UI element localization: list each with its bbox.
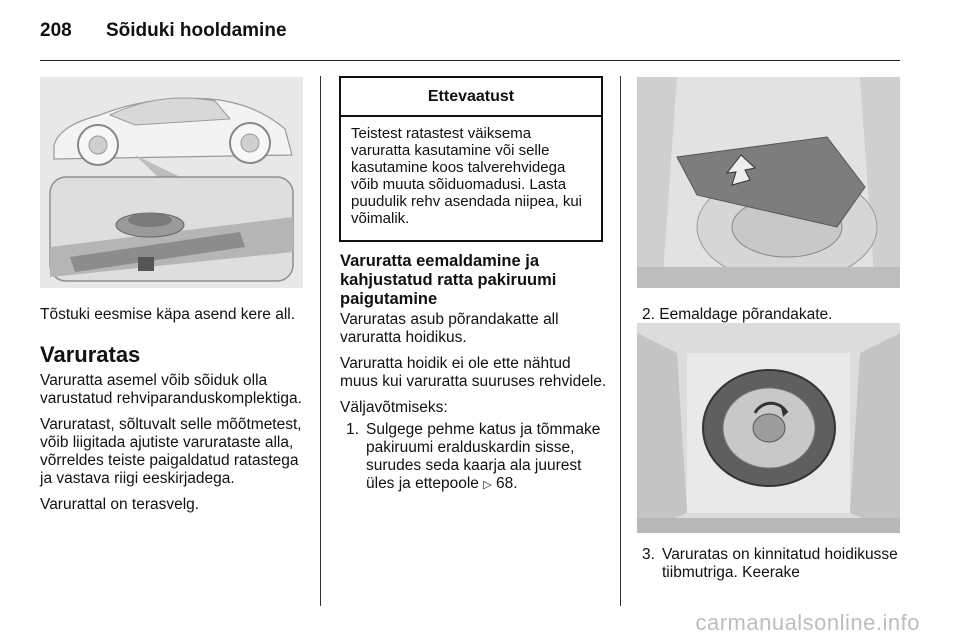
figure-trunk-floor-cover [637, 77, 900, 288]
page-ref-icon[interactable]: ▷ [483, 479, 492, 491]
paragraph: Varuratast, sõltuvalt selle mõõtmetest, võib liigitada ajutiste varurataste alla, võrreldes teiste paigaldatud ratastega ja vastava riigi eeskirjadega. [40, 416, 302, 487]
figure-caption: Tõstuki eesmise käpa asend kere all. [40, 306, 296, 323]
column-divider-left [320, 76, 321, 606]
steps-list [340, 421, 610, 494]
step-number: 2. [642, 306, 655, 323]
caution-box [339, 76, 603, 242]
column-left [40, 306, 310, 522]
figure-spare-wheel [637, 323, 900, 533]
page-ref-number[interactable]: 68. [495, 475, 518, 492]
watermark: carmanualsonline.info [695, 610, 920, 635]
step-text: Sulgege pehme katus ja tõmmake pakiruumi eralduskardin sisse, surudes seda kaarja ala juurest üles ja ettepoole [366, 421, 601, 492]
paragraph: Varuratas asub põrandakatte all varuratta hoidikus. [340, 311, 559, 346]
subheading: Varuratta eemaldamine ja kahjustatud ratta pakiruumi paigutamine [340, 252, 557, 308]
step-2 [642, 306, 902, 324]
list-item [346, 421, 610, 494]
spare-wheel-illustration [637, 323, 900, 533]
caution-text: Teistest ratastest väiksema varuratta kasutamine või selle kasutamine koos talverehvidega võib muuta sõiduomadusi. Lasta puudulik rehv asendada niipea, kui võimalik. [351, 125, 582, 227]
car-jack-illustration [40, 77, 303, 288]
header-rule [40, 60, 900, 61]
paragraph: Väljavõtmiseks: [340, 399, 448, 416]
step-3 [642, 546, 902, 582]
page-title: Sõiduki hooldamine [106, 20, 287, 41]
paragraph: Varurattal on terasvelg. [40, 496, 200, 513]
page-number: 208 [40, 20, 72, 41]
step-number: 1. [346, 421, 359, 438]
column-middle [340, 252, 610, 494]
step-text: Varuratas on kinnitatud hoidikusse tiibmutriga. Keerake [662, 546, 898, 581]
section-title: Varuratas [40, 342, 141, 367]
step-number: 3. [642, 546, 655, 563]
trunk-floor-illustration [637, 77, 900, 288]
step-text: Eemaldage põrandakate. [659, 306, 833, 323]
steps-list [642, 546, 902, 582]
caution-title: Ettevaatust [341, 78, 601, 117]
page-header [40, 20, 287, 42]
figure-car-jack-position [40, 77, 303, 288]
paragraph: Varuratta asemel võib sõiduk olla varustatud rehviparanduskomplektiga. [40, 372, 302, 407]
list-item [642, 546, 902, 582]
paragraph: Varuratta hoidik ei ole ette nähtud muus kui varuratta suuruses rehvidele. [340, 355, 607, 390]
column-divider-right [620, 76, 621, 606]
